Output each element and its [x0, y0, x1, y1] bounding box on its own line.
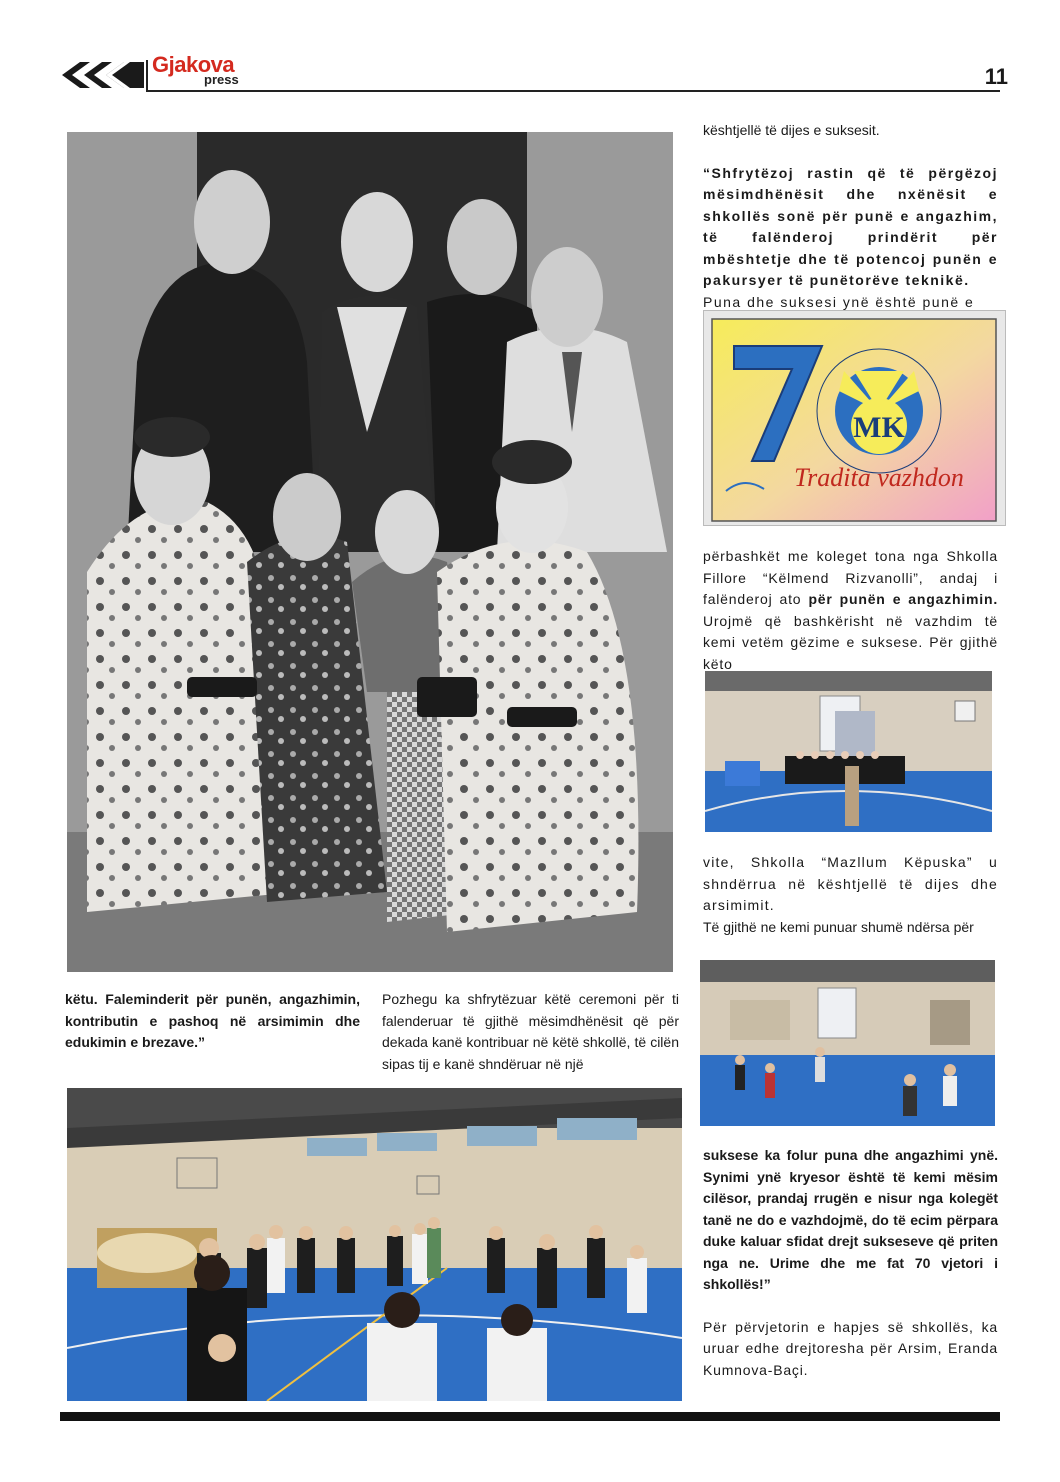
- brand-logo: [152, 52, 239, 87]
- text-line: kështjellë të dijes e suksesit.: [703, 122, 880, 138]
- column3-top-text: [703, 120, 998, 313]
- gymnasium-celebration-photo: [67, 1088, 682, 1401]
- text-line: Puna dhe suksesi ynë është punë e: [703, 293, 975, 310]
- chevron-left-icon: [60, 60, 146, 90]
- column3-mid-text: [703, 546, 998, 675]
- brand-sub: press: [204, 72, 239, 87]
- quote-text: “Shfrytëzoj rastin që të përgëzoj mësimdhënësit dhe nxënësit e shkollës sonë për punë e angazhim, të falënderoj prindërit për mbështetje dhe të potencoj punën e pakursyer të punëtorëve teknikë.: [703, 164, 998, 288]
- historic-group-photo: [67, 132, 673, 972]
- text-span-bold: për punën e angazhimin.: [808, 591, 999, 607]
- column2-mid-text: [382, 989, 679, 1075]
- header-rule: [148, 90, 1000, 92]
- paragraph: Për përvjetorin e hapjes së shkollës, ka uruar edhe drejtoresha për Arsim, Eranda Kumnova-Baçi.: [703, 1318, 998, 1378]
- paragraph: suksese ka folur puna dhe angazhimi ynë. Synimi ynë kryesor është të kemi mësim cilësor, prandaj rrugën e nisur nga kolegët tanë ne do e vazhdojmë, do të ecim përpara duke kaluar sfidat drejt sukseseve që priten nga ne. Urime dhe me fat 70 vjetori i shkollës!”: [703, 1147, 998, 1292]
- footer-rule: [60, 1412, 1000, 1421]
- column3-lower-text: [703, 852, 998, 938]
- quote-paragraph: [703, 163, 998, 292]
- logo-slogan: Tradita vazhdon: [794, 463, 964, 492]
- paragraph: vite, Shkolla “Mazllum Këpuska” u shndërrua në kështjellë të dijes dhe arsimimit.: [703, 854, 998, 913]
- paragraph: [703, 546, 998, 675]
- brand-main: Gjakova: [152, 52, 235, 77]
- column1-mid-text: [65, 989, 360, 1054]
- header-divider: [146, 60, 148, 92]
- text-span: Urojmë që bashkërisht në vazhdim të kemi vetëm gëzime e suksese. Për gjithë këto: [703, 612, 998, 672]
- logo-letters: MK: [853, 411, 905, 444]
- ceremony-stage-photo: [705, 671, 992, 832]
- paragraph: Të gjithë ne kemi punuar shumë ndërsa për: [703, 918, 974, 935]
- folk-dance-photo: [700, 960, 995, 1126]
- paragraph: këtu. Faleminderit për punën, angazhimin, kontributin e pashoq në arsimimin dhe edukimin e brezave.”: [65, 991, 360, 1050]
- page-number: 11: [984, 64, 1008, 89]
- paragraph: Pozhegu ka shfrytëzuar këtë ceremoni për ti falenderuar të gjithë mësimdhënësit që për dekada kanë kontribuar në këtë shkollë, të cilën sipas tij e kanë shndëruar në një: [382, 991, 679, 1072]
- school-70-anniversary-logo: [703, 310, 1006, 526]
- text-span: përbashkët me koleget tona nga Shkolla Fillore “Këlmend Rizvanolli”, andaj i falënderoj ato: [703, 548, 998, 607]
- column3-bottom-text: [703, 1145, 998, 1381]
